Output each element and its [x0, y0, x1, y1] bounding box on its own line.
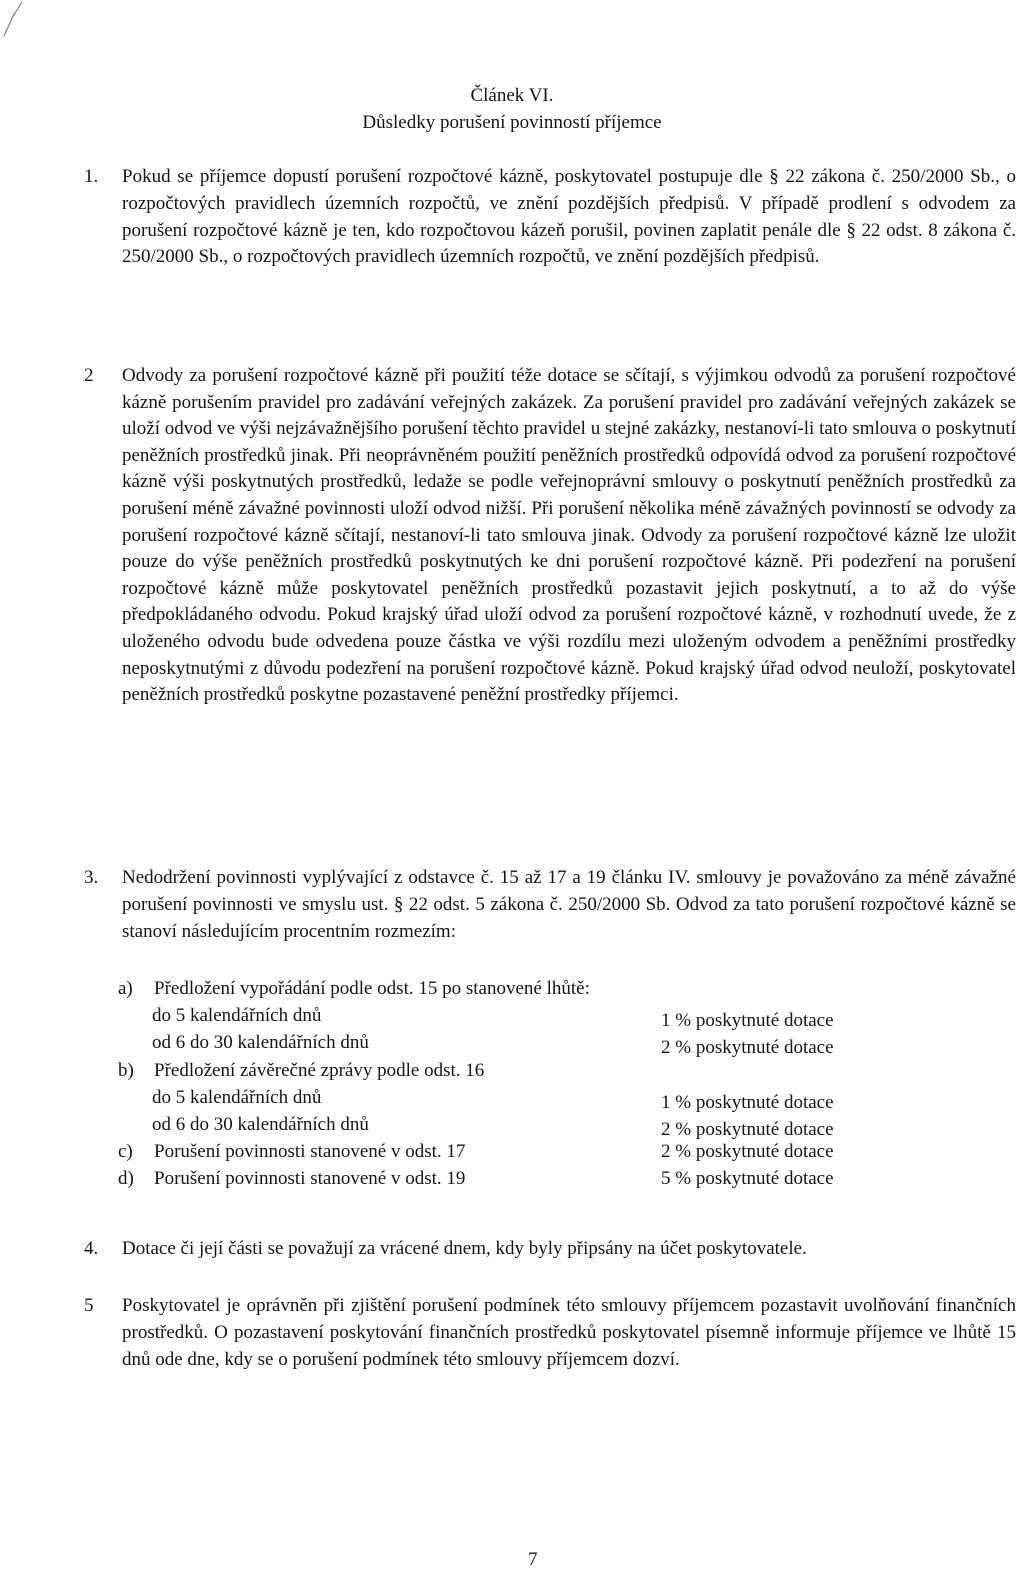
- paragraph-text: Pokud se příjemce dopustí porušení rozpočtové kázně, poskytovatel postupuje dle § 22 zákona č. 250/2000 Sb., o rozpočtových pravidlech územních rozpočtů, ve znění pozdějších předpisů. V případě prodlení s odvodem za porušení rozpočtové kázně je ten, kdo rozpočtovou kázeň porušil, povinen zaplatit penále dle § 22 odst. 8 zákona č. 250/2000 Sb., o rozpočtových pravidlech územních rozpočtů, ve znění pozdějších předpisů.: [122, 166, 1016, 268]
- penalty-schedule: [84, 975, 984, 1193]
- schedule-text: od 6 do 30 kalendářních dnů: [152, 1032, 369, 1054]
- schedule-row: [84, 1138, 984, 1165]
- article-title: Důsledky porušení povinností příjemce: [362, 112, 662, 133]
- paragraph-text: Dotace či její části se považují za vrácené dnem, kdy byly připsány na účet poskytovatele.: [122, 1238, 807, 1259]
- schedule-text: do 5 kalendářních dnů: [152, 1005, 322, 1027]
- schedule-row: [84, 1057, 984, 1084]
- paragraph-text: Nedodržení povinnosti vyplývající z odstavce č. 15 až 17 a 19 článku IV. smlouvy je považováno za méně závažné porušení povinnosti ve smyslu ust. § 22 odst. 5 zákona č. 250/2000 Sb. Odvod za tato porušení rozpočtové kázně se stanoví následujícím procentním rozmezím:: [122, 867, 1016, 942]
- paragraph-text: Poskytovatel je oprávněn při zjištění porušení podmínek této smlouvy příjemcem pozastavit uvolňování finančních prostředků. O pozastavení poskytování finančních prostředků poskytovatel písemně informuje příjemce ve lhůtě 15 dnů ode dne, kdy se o porušení podmínek této smlouvy příjemcem dozví.: [122, 1295, 1016, 1370]
- schedule-rate: 2 % poskytnuté dotace: [661, 1141, 834, 1163]
- paragraph-number: 1.: [84, 166, 99, 187]
- schedule-row: [84, 975, 984, 1002]
- schedule-rate: 1 % poskytnuté dotace: [661, 1010, 834, 1032]
- schedule-label: c): [118, 1141, 133, 1163]
- article-number: Článek VI.: [470, 85, 554, 106]
- schedule-rate: 2 % poskytnuté dotace: [661, 1037, 834, 1059]
- schedule-text: Předložení závěrečné zprávy podle odst. 16: [154, 1059, 485, 1081]
- paragraph-text: Odvody za porušení rozpočtové kázně při použití téže dotace se sčítají, s výjimkou odvodů za porušení rozpočtové kázně porušením pravidel pro zadávání veřejných zakázek. Za porušení pravidel pro zadávání veřejných zakázek se uloží odvod ve výši nejzávažnějšího porušení těchto pravidel u stejné zakázky, nestanoví-li tato smlouva o poskytnutí peněžních prostředků jinak. Při neoprávněném použití peněžních prostředků odpovídá odvod za porušení rozpočtové kázně výši poskytnutých prostředků, ledaže se podle veřejnoprávní smlouvy o poskytnutí peněžních prostředků za porušení méně závažné povinnosti uloží odvod nižší. Při porušení několika méně závažných povinností se odvody za porušení rozpočtové kázně sčítají, nestanoví-li tato smlouva jinak. Odvody za porušení rozpočtové kázně lze uložit pouze do výše peněžních prostředků poskytnutých ke dni porušení rozpočtové kázně. Při podezření na porušení rozpočtové kázně může poskytovatel peněžních prostředků pozastavit jejich poskytnutí, a to až do výše předpokládaného odvodu. Pokud krajský úřad uloží odvod za porušení rozpočtové kázně, v rozhodnutí uvede, že z uloženého odvodu bude odvedena pouze částka ve výši rozdílu mezi uloženým odvodem a peněžními prostředky neposkytnutými z důvodu podezření na porušení rozpočtové kázně. Pokud krajský úřad odvod neuloží, poskytovatel peněžních prostředků poskytne pozastavené peněžní prostředky příjemci.: [122, 365, 1016, 706]
- schedule-label: b): [118, 1059, 134, 1081]
- page-number: 7: [528, 1549, 538, 1570]
- schedule-text: od 6 do 30 kalendářních dnů: [152, 1113, 369, 1135]
- schedule-row: [84, 1084, 984, 1111]
- paragraph-number: 5: [84, 1295, 94, 1316]
- schedule-text: Porušení povinnosti stanovené v odst. 17: [154, 1141, 466, 1163]
- schedule-rate: 2 % poskytnuté dotace: [661, 1118, 834, 1140]
- schedule-row: [84, 1029, 984, 1059]
- schedule-row: [84, 1165, 984, 1192]
- schedule-row: [84, 1111, 984, 1138]
- schedule-label: d): [118, 1168, 134, 1190]
- schedule-label: a): [118, 978, 133, 999]
- schedule-row: [84, 1002, 984, 1032]
- schedule-text: Porušení povinnosti stanovené v odst. 19: [154, 1168, 466, 1190]
- schedule-text: do 5 kalendářních dnů: [152, 1086, 322, 1108]
- schedule-text: Předložení vypořádání podle odst. 15 po stanovené lhůtě:: [154, 978, 590, 999]
- paragraph-number: 2: [84, 365, 94, 386]
- pen-stroke-mark: [2, 0, 24, 40]
- schedule-rate: 5 % poskytnuté dotace: [661, 1168, 834, 1190]
- paragraph-number: 4.: [84, 1238, 99, 1259]
- paragraph-number: 3.: [84, 867, 99, 888]
- schedule-rate: 1 % poskytnuté dotace: [661, 1091, 834, 1113]
